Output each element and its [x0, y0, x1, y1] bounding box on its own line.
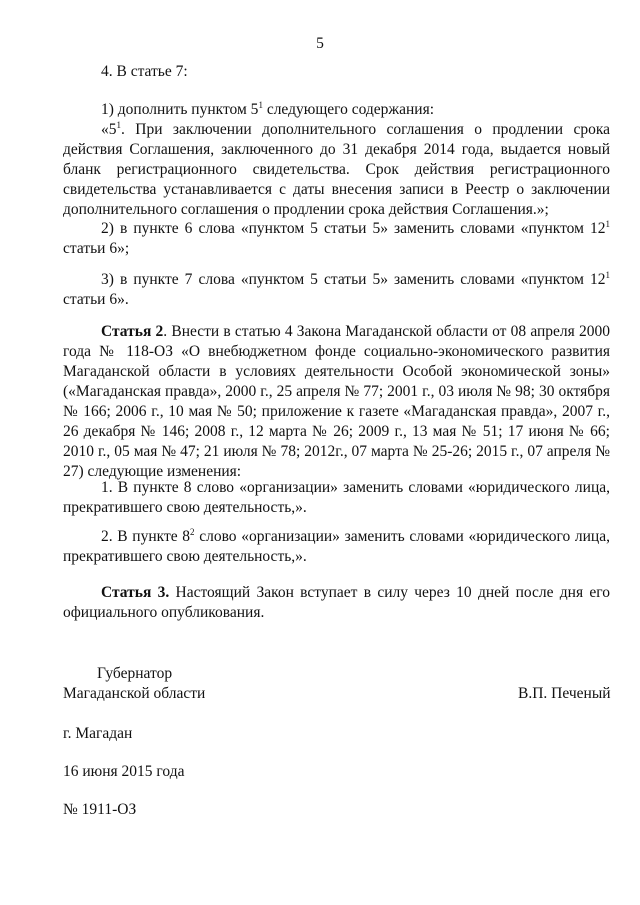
subitem-3	[63, 270, 610, 310]
superscript: 1	[605, 270, 610, 280]
superscript: 1	[116, 120, 121, 130]
article-2-paragraph	[63, 322, 610, 482]
signatory-name: В.П. Печеный	[518, 685, 611, 702]
superscript: 1	[605, 219, 610, 229]
article-2-item-2-text: 2. В пункте 8	[101, 528, 191, 545]
subitem-1-text: 1) дополнить пунктом 5	[101, 101, 259, 118]
place: г. Магадан	[63, 725, 133, 742]
superscript: 2	[190, 527, 195, 537]
article-3-heading: Статья 3.	[101, 584, 170, 601]
subitem-2-text-end: статьи 6»;	[63, 240, 130, 257]
signatory-title	[63, 664, 205, 704]
subitem-1-text-end: следующего содержания:	[262, 101, 435, 118]
date: 16 июня 2015 года	[63, 763, 185, 780]
article-3-paragraph	[63, 583, 610, 623]
signatory-title-line-1: Губернатор	[97, 665, 173, 682]
subitem-2	[63, 219, 610, 259]
quoted-paragraph	[63, 120, 610, 220]
article-2-item-2-text-end: слово «организации» заменить словами «юридического лица, прекратившего свою деятельность,».	[63, 528, 610, 565]
article-2-item-2	[63, 527, 610, 567]
article-3-text: Настоящий Закон вступает в силу через 10 дней после дня его официального опубликования.	[63, 584, 610, 621]
article-2-text: . Внести в статью 4 Закона Магаданской области от 08 апреля 2000 года № 118-ОЗ «О внебюджетном фонде социально-экономического развития Магаданской области в условиях деятельности Особой экономической зоны» («Магаданская правда», 2000 г., 25 апреля № 77; 2001 г., 03 июля № 98; 30 октября № 166; 2006 г., 10 мая № 50; приложение к газете «Магаданская правда», 2007 г., 26 декабря № 146; 2008 г., 12 марта № 26; 2009 г., 13 мая № 51; 17 июня № 66; 2010 г., 05 мая № 47; 21 июля № 78; 2012г., 07 марта № 25-26; 2015 г., 07 апреля № 27) следующие изменения:	[63, 323, 610, 480]
subitem-1	[101, 100, 640, 120]
subitem-3-text-end: статьи 6».	[63, 291, 129, 308]
signatory-title-line-2: Магаданской области	[63, 685, 206, 702]
quote-open: «5	[101, 121, 117, 138]
law-number: № 1911-ОЗ	[63, 801, 137, 818]
page-number: 5	[316, 35, 324, 52]
item4-heading: 4. В статье 7:	[101, 63, 188, 80]
article-2-item-1: 1. В пункте 8 слово «организации» заменить словами «юридического лица, прекратившего свою деятельность,».	[63, 479, 610, 516]
subitem-2-text: 2) в пункте 6 слова «пунктом 5 статьи 5» заменить словами «пунктом 12	[101, 220, 606, 237]
quote-text: . При заключении дополнительного соглашения о продлении срока действия Соглашения, заключенного до 31 декабря 2014 года, выдается новый бланк регистрационного свидетельства. Срок действия регистрационного свидетельства устанавливается с даты внесения записи в Реестр о заключении дополнительного соглашения о продлении срока действия Соглашения.»;	[63, 121, 610, 218]
superscript: 1	[258, 100, 263, 110]
subitem-3-text: 3) в пункте 7 слова «пунктом 5 статьи 5» заменить словами «пунктом 12	[101, 271, 606, 288]
article-2-heading: Статья 2	[101, 323, 164, 340]
